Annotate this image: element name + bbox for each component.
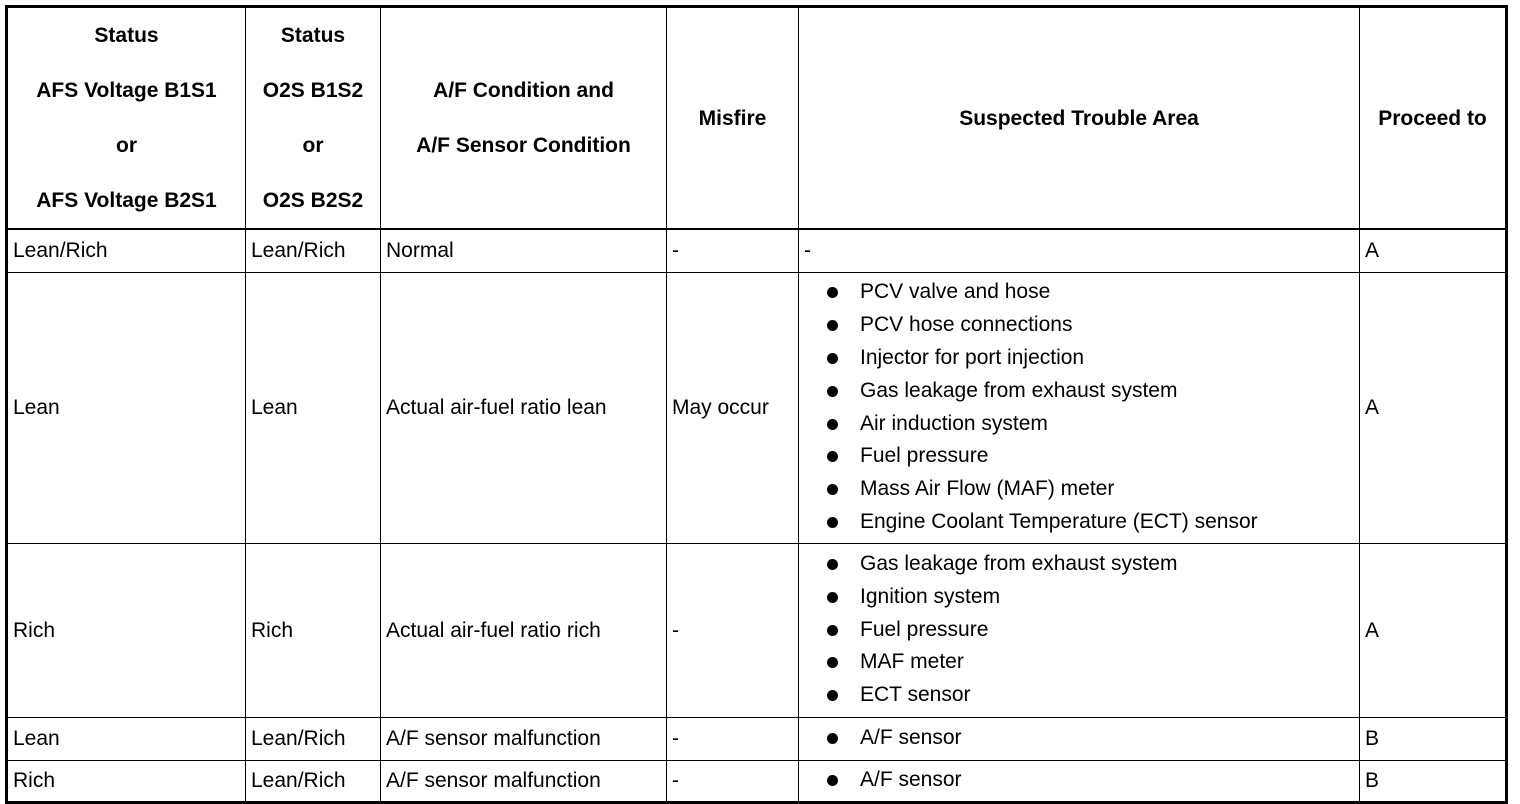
list-item: Injector for port injection (822, 342, 1359, 375)
list-item: PCV valve and hose (822, 276, 1359, 309)
o2s-status-cell: Lean/Rich (246, 717, 381, 760)
table-row (7, 717, 1507, 760)
proceed-cell: B (1360, 717, 1507, 760)
misfire-cell: - (667, 229, 799, 272)
header-line: Status (94, 24, 159, 47)
header-afs-voltage (7, 7, 246, 230)
condition-cell: Actual air-fuel ratio lean (381, 272, 667, 543)
list-item: Fuel pressure (822, 440, 1359, 473)
header-line: or (302, 134, 324, 157)
table-row (7, 229, 1507, 272)
trouble-area-list (804, 548, 1359, 712)
header-af-condition (381, 7, 667, 230)
table-row (7, 272, 1507, 543)
header-line: AFS Voltage B1S1 (36, 79, 217, 102)
header-line: Status (280, 24, 346, 47)
list-item: ECT sensor (822, 679, 1359, 712)
diagnostic-table (5, 5, 1508, 804)
condition-cell: Actual air-fuel ratio rich (381, 543, 667, 717)
header-line: Misfire (698, 106, 767, 130)
afs-status-cell: Lean (7, 717, 246, 760)
list-item: Ignition system (822, 581, 1359, 614)
proceed-cell: A (1360, 543, 1507, 717)
table-row (7, 760, 1507, 802)
condition-cell: A/F sensor malfunction (381, 760, 667, 802)
misfire-cell: May occur (667, 272, 799, 543)
trouble-area-cell (799, 717, 1360, 760)
header-line: or (116, 134, 137, 157)
header-line: Proceed to (1378, 106, 1487, 130)
trouble-area-cell: - (799, 229, 1360, 272)
list-item: A/F sensor (822, 764, 1359, 797)
afs-status-cell: Lean/Rich (7, 229, 246, 272)
header-line: AFS Voltage B2S1 (36, 189, 217, 212)
afs-status-cell: Rich (7, 543, 246, 717)
o2s-status-cell: Lean/Rich (246, 760, 381, 802)
header-misfire (667, 7, 799, 230)
header-o2s (246, 7, 381, 230)
header-line: Suspected Trouble Area (959, 106, 1199, 130)
trouble-area-cell (799, 543, 1360, 717)
header-row (7, 7, 1507, 230)
o2s-status-cell: Rich (246, 543, 381, 717)
list-item: A/F sensor (822, 722, 1359, 755)
misfire-cell: - (667, 760, 799, 802)
proceed-cell: B (1360, 760, 1507, 802)
header-line: O2S B2S2 (262, 189, 364, 212)
o2s-status-cell: Lean/Rich (246, 229, 381, 272)
proceed-cell: A (1360, 272, 1507, 543)
condition-cell: Normal (381, 229, 667, 272)
list-item: Gas leakage from exhaust system (822, 548, 1359, 581)
o2s-status-cell: Lean (246, 272, 381, 543)
list-item: MAF meter (822, 646, 1359, 679)
list-item: PCV hose connections (822, 309, 1359, 342)
afs-status-cell: Lean (7, 272, 246, 543)
trouble-area-list (804, 276, 1359, 538)
list-item: Mass Air Flow (MAF) meter (822, 473, 1359, 506)
misfire-cell: - (667, 543, 799, 717)
trouble-area-cell (799, 760, 1360, 802)
table-row (7, 543, 1507, 717)
header-line: A/F Sensor Condition (416, 134, 631, 157)
list-item: Gas leakage from exhaust system (822, 375, 1359, 408)
trouble-area-cell (799, 272, 1360, 543)
trouble-area-list (804, 722, 1359, 755)
condition-cell: A/F sensor malfunction (381, 717, 667, 760)
proceed-cell: A (1360, 229, 1507, 272)
header-suspected-trouble-area (799, 7, 1360, 230)
list-item: Engine Coolant Temperature (ECT) sensor (822, 506, 1359, 539)
misfire-cell: - (667, 717, 799, 760)
list-item: Fuel pressure (822, 614, 1359, 647)
header-line: A/F Condition and (433, 79, 614, 102)
afs-status-cell: Rich (7, 760, 246, 802)
header-proceed-to (1360, 7, 1507, 230)
list-item: Air induction system (822, 408, 1359, 441)
header-line: O2S B1S2 (262, 79, 364, 102)
